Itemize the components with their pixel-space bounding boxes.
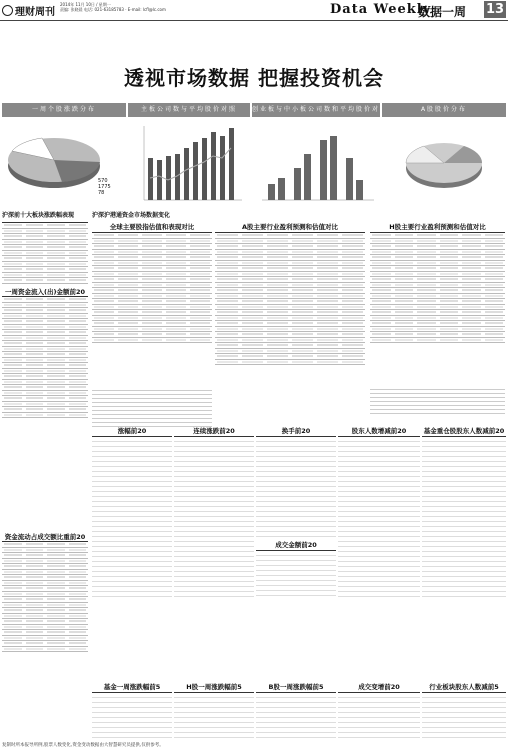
- logo-icon: [2, 5, 13, 16]
- section-title: 股东人数增减前20: [351, 427, 407, 435]
- masthead-logo: [2, 3, 55, 18]
- pie-legend: [98, 178, 111, 196]
- main-board-chart: [130, 118, 250, 208]
- section-title: 基金一周涨跌幅前5: [103, 683, 161, 691]
- turnover-rank-table: [256, 436, 336, 537]
- section-title: 成交金额前20: [275, 541, 317, 549]
- section-title: 换手前20: [281, 427, 311, 435]
- bar-line-chart: [130, 118, 250, 208]
- logo-text: 理财周刊: [15, 7, 55, 18]
- section-title: B股一周涨跌幅前5: [268, 683, 324, 691]
- h-share-weekly-table: [174, 692, 254, 739]
- pie-slice-down: [54, 160, 100, 182]
- section-title: 基金重仓股股东人数减前20: [423, 427, 505, 435]
- meta-date: 2014年 11月 10日 / 星期一: [60, 2, 111, 7]
- turnover-table: [2, 541, 88, 692]
- h-share-sector-table: [370, 232, 505, 383]
- legend-flat: 78: [98, 190, 105, 196]
- weekly-zh-title: 数据一周: [418, 5, 467, 19]
- band-title: 主板公司数与平均股价对照: [128, 103, 250, 117]
- band-title: 一周个股涨跌分布: [2, 103, 126, 117]
- volume-increase-table: [338, 692, 420, 739]
- pie-panel: [2, 118, 126, 208]
- section-banner: 沪深沪港通资金市场数据变化: [92, 212, 171, 219]
- section-title: 成交变增前20: [358, 683, 400, 691]
- page-number: 13: [485, 2, 505, 17]
- streak-table: [174, 436, 254, 597]
- band-title: 创业板与中小板公司数和平均股价对比: [252, 103, 380, 117]
- section-title: A股主要行业盈利预测和估值对比: [241, 223, 339, 231]
- main-title: 透视市场数据 把握投资机会: [124, 66, 384, 90]
- fund-weekly-table: [92, 692, 172, 739]
- section-title: 资金流动占成交额比重前20: [4, 533, 86, 541]
- footer-note: 复制时所本报导所例,股票人数变化,资金变动数据由大智慧研究员提供,仅供参考。: [2, 743, 164, 748]
- fund-holders-table: [422, 436, 506, 597]
- page-header: [0, 0, 508, 21]
- notes-text: [370, 386, 505, 416]
- section-title: 行业板块股东人数减前5: [429, 683, 499, 691]
- legend-up: 1775: [98, 184, 111, 190]
- header-meta: [60, 2, 210, 12]
- fund-flow-table: [2, 296, 88, 447]
- volume-table: [256, 550, 336, 597]
- weekly-en-title: Data Weekly: [330, 2, 432, 17]
- gem-sme-chart: [254, 118, 380, 208]
- meta-contact: 责编: 张晓晨 电话: 021-63185783 · E-mail: lcfl@lc.com: [60, 7, 166, 12]
- gem-bar-chart: [254, 118, 380, 208]
- global-index-table: [92, 232, 212, 383]
- section-title: H股一周涨跌幅前5: [186, 683, 242, 691]
- band-title: A股股价分布: [382, 103, 506, 117]
- holders-change-table: [338, 436, 420, 597]
- price-pie-chart: [384, 118, 506, 208]
- a-share-sector-table: [215, 232, 365, 413]
- gainers-table: [92, 436, 172, 597]
- section-title: 一周资金流入(出)金额前20: [5, 288, 85, 296]
- section-title: 全球主要股指估值和表现对比: [109, 223, 195, 231]
- legend-down: 570: [98, 178, 108, 184]
- section-title: H股主要行业盈利预测和估值对比: [389, 223, 486, 231]
- b-share-weekly-table: [256, 692, 336, 739]
- price-distribution-chart: [384, 118, 506, 208]
- commentary-text: [92, 387, 212, 427]
- sector-table: [2, 222, 88, 283]
- section-title: 连续涨跌前20: [193, 427, 235, 435]
- section-title: 涨幅前20: [117, 427, 147, 435]
- industry-holders-table: [422, 692, 506, 739]
- section-title: 沪深前十大板块涨跌幅表现: [2, 212, 75, 219]
